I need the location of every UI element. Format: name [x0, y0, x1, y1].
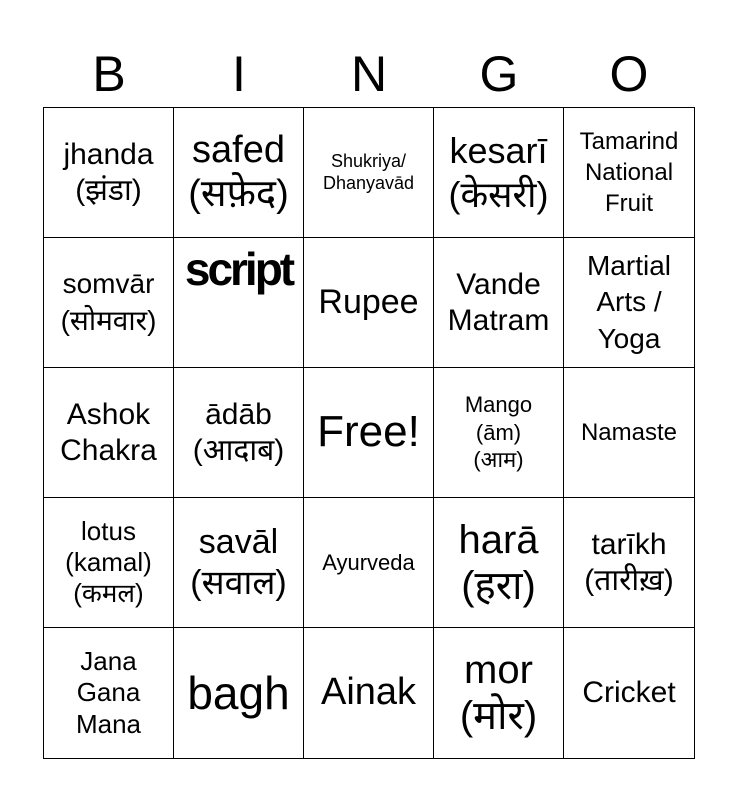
bingo-cell[interactable]: kesarī (केसरी) — [434, 108, 564, 238]
header-letter-i: I — [232, 46, 246, 102]
bingo-cell[interactable]: Tamarind National Fruit — [564, 108, 694, 238]
bingo-cell[interactable]: Rupee — [304, 238, 434, 368]
bingo-cell[interactable]: Jana Gana Mana — [44, 628, 174, 758]
bingo-cell[interactable]: lotus (kamal) (कमल) — [44, 498, 174, 628]
bingo-cell[interactable]: Cricket — [582, 676, 676, 709]
bingo-cell[interactable]: mor (मोर) — [434, 628, 564, 758]
bingo-cell[interactable]: savāl (सवाल) — [174, 498, 304, 628]
bingo-header — [44, 40, 694, 108]
bingo-cell[interactable]: harā (हरा) — [434, 498, 564, 628]
bingo-cell[interactable]: ādāb (आदाब) — [174, 368, 304, 498]
bingo-cell[interactable]: Ayurveda — [304, 498, 434, 628]
bingo-cell[interactable]: Ashok Chakra — [44, 368, 174, 498]
bingo-cell[interactable]: safed (सफ़ेद) — [174, 108, 304, 238]
header-letter-n: N — [350, 46, 388, 102]
bingo-cell[interactable]: Mango (ām) (आम) — [434, 368, 564, 498]
header-letter-g: G — [479, 46, 519, 102]
bingo-cell[interactable]: Free! — [304, 368, 434, 498]
bingo-cell[interactable]: script — [174, 238, 304, 368]
bingo-cell[interactable]: Namaste — [564, 368, 694, 498]
header-letter-b: B — [92, 46, 126, 102]
bingo-board — [43, 107, 695, 759]
bingo-cell[interactable]: jhanda (झंडा) — [44, 108, 174, 238]
bingo-cell[interactable]: somvār (सोमवार) — [44, 238, 174, 368]
bingo-cell[interactable]: Ainak — [304, 628, 434, 758]
bingo-cell[interactable]: Vande Matram — [434, 238, 564, 368]
bingo-cell[interactable]: bagh — [174, 628, 304, 758]
bingo-cell[interactable]: tarīkh (तारीख़) — [564, 498, 694, 628]
bingo-cell[interactable]: Martial Arts / Yoga — [564, 238, 694, 368]
bingo-cell[interactable]: Shukriya/ Dhanyavād — [304, 108, 434, 238]
header-letter-o: O — [609, 46, 649, 102]
